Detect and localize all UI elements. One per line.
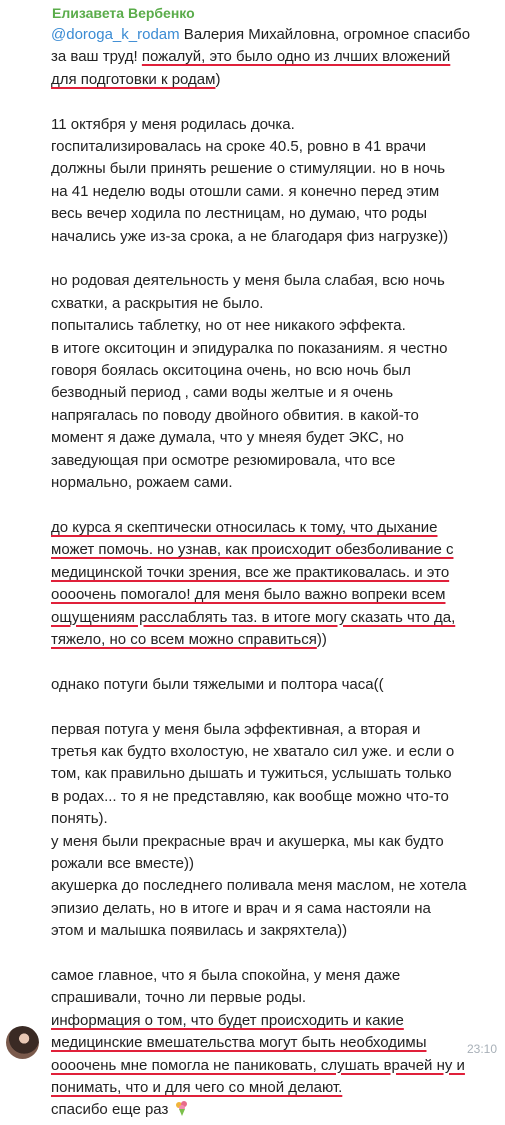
bouquet-icon (173, 1099, 191, 1117)
highlighted-text: для подготовки к родам (51, 70, 216, 88)
message-bubble (44, 0, 505, 1119)
avatar[interactable] (6, 1026, 39, 1059)
highlighted-text: пожалуй, это было одно из лчших вложений (141, 48, 451, 66)
message-text: @doroga_k_rodam Валерия Михайловна, огромное спасибо за ваш труд! пожалуй, это было одно из лчших вложений для подготовки к родам) 11 октября у меня родилась дочка. госпитализировалась на сроке 40.5, ровно в 41 врачи должны были принять решение о стимуляции. но в ночь на 41 неделю воды отошли сами. я конечно перед этим весь вечер ходила по лестницам, но думаю, что роды начались уже из-за срока, а не благодаря физ нагрузке)) но родовая деятельность у меня была слабая, всю ночь схватки, а раскрытия не было. попытались таблетку, но от нее никакого эффекта. в итоге окситоцин и эпидуралка по показаниям. я честно говоря боялась окситоцина очень, но всю ночь был безводный период , сами воды желтые и я очень напрягалась по поводу двойного обвития. в какой-то момент я даже думала, что у мнеяя будет ЭКС, но заведующая при осмотре резюмировала, что все нормально, рожаем сами. до курса я скептически относилась к тому, что дыхание может помочь. но узнав, как происходит обезболивание с медицинской точки зрения, все же практиковалась. и это оооочень помогало! для меня было важно вопреки всем ощущениям расслаблять таз. в итоге могу сказать что да, тяжело, но со всем можно справиться)) однако потуги были тяжелыми и полтора часа(( первая потуга у меня была эффективная, а вторая и третья как будто вхолостую, не хватало сил уже. и если о том, как правильно дышать и тужиться, услышать только в родах... то я не представляю, как вообще можно что-то понять). у меня были прекрасные врач и акушерка, мы как будто рожали все вместе)) акушерка до последнего поливала меня маслом, не хотела эпизио делать, но в итоге и врач и я сама настояли на этом и малышка появилась и закряхтела)) самое главное, что я была спокойна, у меня даже спрашивали, точно ли первые роды. информация о том, что будет происходить и какие медицинские вмешательства могут быть необходимы оооочень мне помогла не паниковать, слушать врачей ну и понимать, что и для чего со мной делают. спасибо еще раз (51, 26, 471, 1119)
highlighted-text: ощущениям расслаблять таз. в итоге могу сказать что да, (51, 608, 456, 626)
highlighted-text: до курса я скептически относилась к тому, что дыхание (51, 518, 438, 536)
highlighted-text: может помочь. но узнав, как происходит обезболивание с (51, 541, 454, 559)
mention-link[interactable]: @doroga_k_rodam (51, 26, 180, 43)
highlighted-text: понимать, что и для чего со мной делают. (51, 1079, 343, 1096)
highlighted-text: оооочень мне помогла не паниковать, слушать врачей ну и (51, 1056, 465, 1074)
highlighted-text: информация о том, что будет происходить и какие (51, 1011, 404, 1029)
sender-name[interactable]: Елизавета Вербенко (52, 5, 195, 21)
highlighted-text: оооочень помогало! для меня было важно вопреки всем (51, 586, 446, 604)
highlighted-text: тяжело, но со всем можно справиться (51, 630, 317, 648)
highlighted-text: медицинские вмешательства могут быть необходимы (51, 1034, 427, 1052)
highlighted-text: медицинской точки зрения, все же практиковалась. и это (51, 563, 450, 581)
message-time: 23:10 (466, 1042, 497, 1056)
